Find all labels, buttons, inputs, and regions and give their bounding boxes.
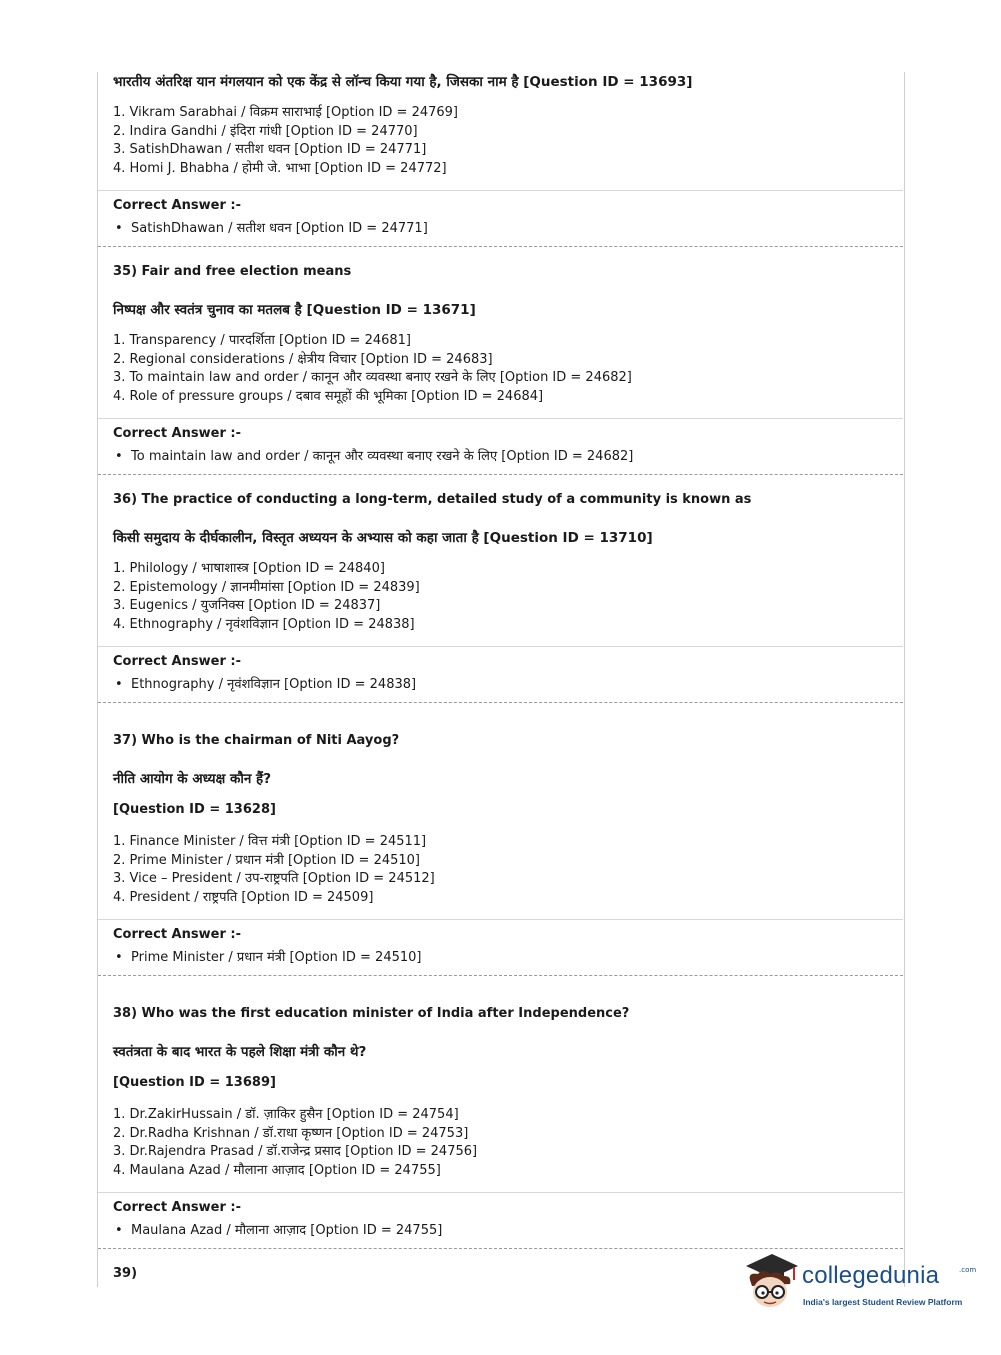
correct-answer-heading: Correct Answer :- — [113, 198, 241, 213]
options-list — [113, 332, 893, 406]
question-hindi: निष्पक्ष और स्वतंत्र चुनाव का मतलब है [Question ID = 13671] — [113, 302, 476, 318]
question-title: 38) Who was the first education minister of India after Independence? — [113, 1006, 630, 1021]
correct-answer-block — [113, 1200, 893, 1238]
correct-answer: • Maulana Azad / मौलाना आज़ाद [Option ID = 24755] — [113, 1220, 893, 1238]
divider — [98, 1248, 903, 1249]
option: 2. Prime Minister / प्रधान मंत्री [Option ID = 24510] — [113, 852, 421, 868]
correct-answer: • Ethnography / नृवंशविज्ञान [Option ID = 24838] — [113, 674, 893, 692]
option: 4. President / राष्ट्रपति [Option ID = 24509] — [113, 889, 374, 905]
question-text-hindi — [113, 769, 893, 787]
question-hindi: नीति आयोग के अध्यक्ष कौन हैं? — [113, 771, 272, 787]
option: 3. SatishDhawan / सतीश धवन [Option ID = 24771] — [113, 142, 427, 158]
divider — [98, 1192, 903, 1193]
options-list — [113, 1106, 893, 1180]
correct-answer-block — [113, 198, 893, 236]
options-list — [113, 560, 893, 634]
options-list — [113, 833, 893, 907]
option: 1. Philology / भाषाशास्त्र [Option ID = 24840] — [113, 561, 385, 576]
question-34 — [113, 72, 893, 90]
option: 4. Role of pressure groups / दबाव समूहों की भूमिका [Option ID = 24684] — [113, 388, 544, 404]
logo-wordmark: collegedunia — [802, 1262, 940, 1289]
question-hindi: स्वतंत्रता के बाद भारत के पहले शिक्षा मंत्री कौन थे? — [113, 1044, 367, 1060]
correct-answer-heading: Correct Answer :- — [113, 1200, 241, 1215]
option: 2. Regional considerations / क्षेत्रीय विचार [Option ID = 24683] — [113, 351, 493, 367]
correct-answer-heading: Correct Answer :- — [113, 426, 241, 441]
divider — [98, 246, 903, 247]
correct-answer-block — [113, 927, 893, 965]
options-list — [113, 104, 893, 178]
option: 3. Vice – President / उप-राष्ट्रपति [Option ID = 24512] — [113, 871, 435, 887]
question-id-text: [Question ID = 13689] — [113, 1075, 276, 1090]
divider — [98, 702, 903, 703]
question-id — [113, 802, 893, 817]
option: 2. Dr.Radha Krishnan / डॉ.राधा कृष्णन [Option ID = 24753] — [113, 1125, 469, 1141]
question-id — [113, 1075, 893, 1090]
divider — [98, 190, 903, 191]
question-37 — [113, 733, 893, 748]
question-title: 37) Who is the chairman of Niti Aayog? — [113, 733, 400, 748]
option: 1. Transparency / पारदर्शिता [Option ID = 24681] — [113, 333, 411, 348]
option: 4. Maulana Azad / मौलाना आज़ाद [Option ID = 24755] — [113, 1162, 441, 1178]
correct-answer-heading: Correct Answer :- — [113, 927, 241, 942]
divider — [98, 418, 903, 419]
divider — [98, 646, 903, 647]
divider — [98, 474, 903, 475]
divider — [98, 975, 903, 976]
option: 3. To maintain law and order / कानून और व्यवस्था बनाए रखने के लिए [Option ID = 24682] — [113, 370, 632, 386]
divider — [98, 919, 903, 920]
option: 1. Vikram Sarabhai / विक्रम साराभाई [Option ID = 24769] — [113, 105, 458, 120]
question-id-text: [Question ID = 13628] — [113, 802, 276, 817]
option: 2. Epistemology / ज्ञानमीमांसा [Option ID = 24839] — [113, 579, 420, 595]
question-36 — [113, 492, 893, 507]
option: 1. Dr.ZakirHussain / डॉ. ज़ाकिर हुसैन [Option ID = 24754] — [113, 1107, 459, 1122]
option: 3. Eugenics / युजनिक्स [Option ID = 24837] — [113, 598, 381, 614]
logo-domain: .com — [959, 1266, 977, 1274]
correct-answer-block — [113, 654, 893, 692]
correct-answer-block — [113, 426, 893, 464]
option: 2. Indira Gandhi / इंदिरा गांधी [Option ID = 24770] — [113, 123, 418, 139]
logo-tagline: India's largest Student Review Platform — [803, 1297, 963, 1307]
option: 1. Finance Minister / वित्त मंत्री [Option ID = 24511] — [113, 834, 427, 849]
question-text-hindi — [113, 300, 893, 318]
correct-answer: • To maintain law and order / कानून और व्यवस्था बनाए रखने के लिए [Option ID = 24682] — [113, 446, 893, 464]
question-text-hindi — [113, 528, 893, 546]
correct-answer: • Prime Minister / प्रधान मंत्री [Option ID = 24510] — [113, 947, 893, 965]
mascot-icon — [740, 1250, 800, 1312]
question-title: 39) — [113, 1266, 138, 1281]
correct-answer: • SatishDhawan / सतीश धवन [Option ID = 24771] — [113, 218, 893, 236]
question-title: 36) The practice of conducting a long-term, detailed study of a community is known as — [113, 492, 752, 507]
question-38 — [113, 1006, 893, 1021]
question-title: 35) Fair and free election means — [113, 264, 352, 279]
question-text-hindi: भारतीय अंतरिक्ष यान मंगलयान को एक केंद्र से लॉन्च किया गया है, जिसका नाम है [Question ID = 13693] — [113, 74, 693, 90]
question-35 — [113, 264, 893, 279]
option: 4. Ethnography / नृवंशविज्ञान [Option ID = 24838] — [113, 616, 415, 632]
question-text-hindi — [113, 1042, 893, 1060]
option: 3. Dr.Rajendra Prasad / डॉ.राजेन्द्र प्रसाद [Option ID = 24756] — [113, 1144, 478, 1160]
option: 4. Homi J. Bhabha / होमी जे. भाभा [Option ID = 24772] — [113, 160, 447, 176]
collegedunia-logo — [740, 1250, 977, 1320]
correct-answer-heading: Correct Answer :- — [113, 654, 241, 669]
question-hindi: किसी समुदाय के दीर्घकालीन, विस्तृत अध्ययन के अभ्यास को कहा जाता है [Question ID = 13710] — [113, 530, 653, 546]
